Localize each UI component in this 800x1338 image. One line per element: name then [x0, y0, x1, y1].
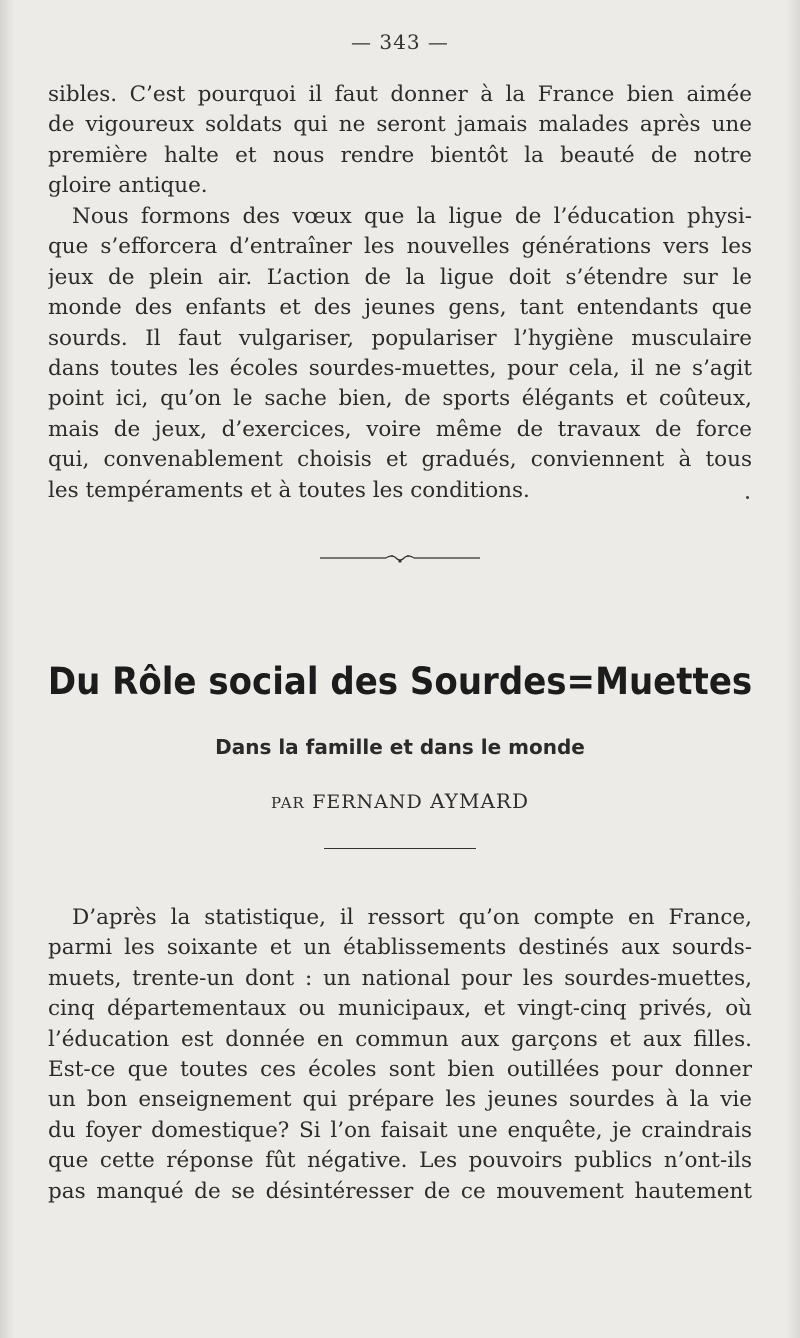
author-first-name: FERNAND [312, 791, 423, 813]
text-line: un bon enseignement qui prépare les jeunes sourdes à la vie [48, 1087, 752, 1113]
text-line: point ici, qu’on le sache bien, de sports élégants et coûteux, [48, 386, 752, 412]
text-line: qui, convenablement choisis et gradués, conviennent à tous [48, 447, 752, 473]
text-line: muets, trente-un dont : un national pour les sourdes-muettes, [48, 965, 752, 991]
article-byline [0, 789, 800, 813]
text-line: parmi les soixante et un établissements destinés aux sourds- [48, 935, 752, 961]
paragraph-ligue [48, 202, 752, 506]
text-line: gloire antique. [48, 173, 208, 199]
text-line: Est-ce que toutes ces écoles sont bien outillées pour donner [48, 1057, 752, 1083]
text-line: Nous formons des vœux que la ligue de l’éducation physi- [72, 204, 752, 229]
text-line: sibles. C’est pourquoi il faut donner à la France bien aimée [48, 82, 752, 107]
text-line: du foyer domestique? Si l’on faisait une enquête, je craindrais [48, 1117, 752, 1143]
text-line: de vigoureux soldats qui ne seront jamais malades après une [48, 112, 752, 138]
article-title: Du Rôle social des Sourdes=Muettes [47, 660, 753, 703]
text-line: sourds. Il faut vulgariser, populariser l’hygiène musculaire [48, 325, 752, 351]
paragraph-statistique [48, 903, 752, 1207]
author-last-name: AYMARD [430, 789, 529, 813]
byline-prefix: PAR [271, 794, 305, 812]
text-line: jeux de plein air. L’action de la ligue doit s’étendre sur le [48, 264, 752, 290]
text-line: D’après la statistique, il ressort qu’on compte en France, [72, 905, 752, 930]
text-line: cinq départementaux ou municipaux, et vingt-cinq privés, où [48, 996, 752, 1022]
text-line: que s’efforcera d’entraîner les nouvelles générations vers les [48, 234, 752, 260]
text-line: première halte et nous rendre bientôt la beauté de notre [48, 142, 752, 168]
text-line: monde des enfants et des jeunes gens, tant entendants que [48, 295, 752, 321]
print-speck [746, 496, 749, 499]
section-divider-ornament [320, 548, 480, 568]
page-number: — 343 — [351, 30, 449, 54]
text-line: l’éducation est donnée en commun aux garçons et aux filles. [48, 1026, 752, 1052]
title-rule [324, 848, 476, 849]
text-line: les tempéraments et à toutes les conditions. [48, 477, 530, 503]
paragraph-continuation [48, 80, 752, 202]
text-line: mais de jeux, d’exercices, voire même de travaux de force [48, 416, 752, 442]
text-line: pas manqué de se désintéresser de ce mouvement hautement [48, 1178, 752, 1204]
article-subtitle: Dans la famille et dans le monde [215, 735, 585, 759]
text-line: dans toutes les écoles sourdes-muettes, pour cela, il ne s’agit [48, 356, 752, 382]
text-line: que cette réponse fût négative. Les pouvoirs publics n’ont-ils [48, 1148, 752, 1174]
